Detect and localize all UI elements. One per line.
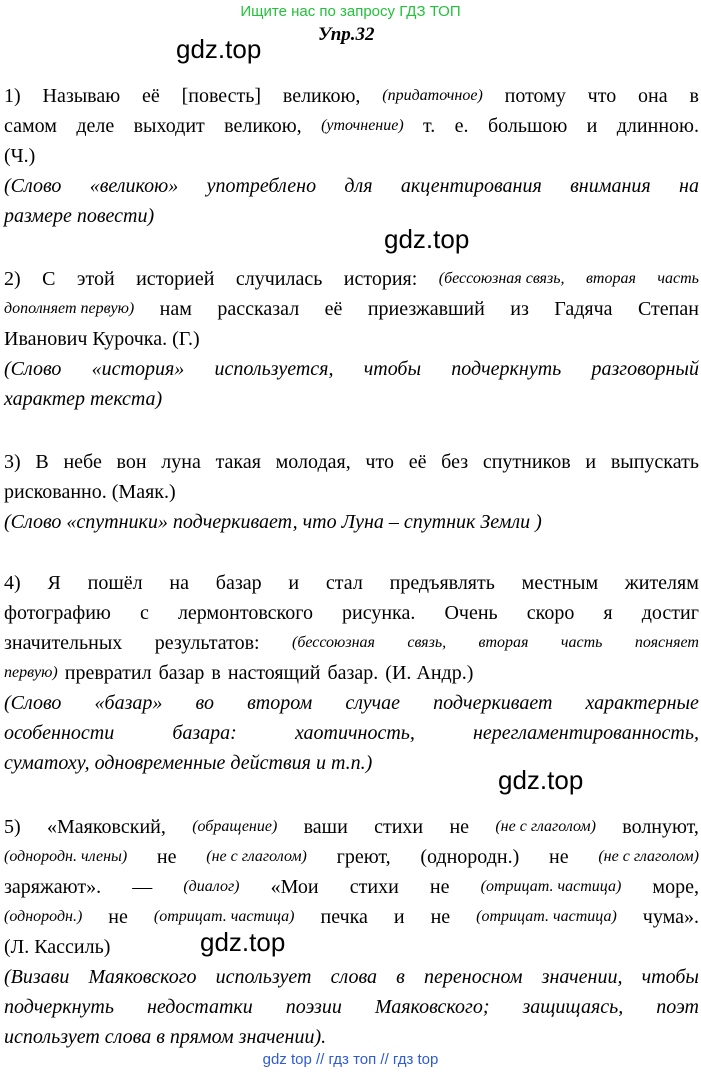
grammar-note: (бессоюзная связь,: [438, 270, 565, 287]
word: с: [139, 602, 149, 624]
word: внимания: [570, 175, 651, 197]
word: е.: [454, 115, 469, 137]
word: превратил: [64, 662, 152, 684]
word: её: [408, 451, 427, 473]
text-line: [4, 294, 699, 324]
grammar-note: (не с глаголом): [598, 848, 699, 865]
word: вторая: [478, 634, 529, 651]
word: молодая,: [275, 451, 351, 473]
word: стал: [325, 572, 363, 594]
word: подчеркнуть: [451, 358, 562, 380]
watermark: gdz.top: [384, 224, 470, 254]
watermark: gdz.top: [498, 765, 584, 795]
word: Маяковского: [88, 966, 197, 988]
word: разговорный: [591, 358, 699, 380]
text-line: [4, 628, 699, 658]
word: стихи: [349, 876, 399, 898]
grammar-note: (отрицат. частица): [480, 878, 622, 895]
word: часть: [560, 634, 603, 651]
word: Иванович Курочка. (Г.): [4, 328, 200, 350]
grammar-note: (бессоюзная: [291, 634, 375, 651]
text-line: [4, 598, 699, 628]
word: фотографию: [4, 602, 111, 624]
word: приезжавший: [367, 298, 485, 320]
word: деле: [76, 115, 115, 137]
text-line: [4, 658, 699, 688]
text-line: [4, 842, 699, 872]
word: выходит: [133, 115, 205, 137]
word: Я: [47, 572, 61, 594]
grammar-note: (обращение): [192, 818, 278, 835]
word: значительных: [4, 632, 123, 654]
word: использует: [215, 966, 312, 988]
word: в: [396, 966, 405, 988]
word: нерегламентированность,: [472, 722, 699, 744]
word: употреблено: [206, 175, 317, 197]
word: лермонтовского: [177, 602, 313, 624]
grammar-note: (уточнение): [321, 117, 404, 134]
word: и: [586, 115, 598, 137]
word: ваши: [303, 816, 348, 838]
commentary-line: [4, 962, 699, 992]
word: достиг: [641, 602, 699, 624]
word: «история»: [91, 358, 185, 380]
text-line: [4, 568, 699, 598]
word: не: [429, 876, 450, 898]
word: размере повести): [4, 205, 155, 227]
word: 5): [4, 816, 21, 838]
word: море,: [652, 876, 699, 898]
word: слова: [330, 966, 378, 988]
word: не: [549, 846, 569, 868]
word: большою: [487, 115, 568, 137]
word: и: [288, 572, 300, 594]
word: т.: [423, 115, 436, 137]
word: акцентирования: [400, 175, 542, 197]
word: для: [344, 175, 373, 197]
word: переносном: [424, 966, 523, 988]
word: вон: [116, 451, 147, 473]
commentary-line: [4, 688, 699, 718]
word: 1): [4, 85, 21, 107]
word: рисунка.: [342, 602, 416, 624]
text-line: [4, 872, 699, 902]
word: базар.: [327, 662, 379, 684]
word: чтобы: [363, 358, 422, 380]
word: она: [638, 85, 668, 107]
word: (И. Андр.): [385, 662, 474, 684]
word: потому: [504, 85, 566, 107]
word: историей: [136, 268, 215, 290]
word: (однородн.): [420, 846, 520, 868]
word: великою,: [224, 115, 302, 137]
word: и: [393, 906, 405, 928]
word: не: [108, 906, 128, 928]
word: пошёл: [87, 572, 143, 594]
text-line: [4, 812, 699, 842]
text-line: [4, 932, 699, 962]
word: Маяковского;: [374, 996, 490, 1018]
word: (Слово «спутники» подчеркивает, что Луна – спутник Земли ): [4, 511, 542, 533]
word: выпускать: [610, 451, 699, 473]
text-line: [4, 81, 699, 111]
grammar-note: (не с глаголом): [495, 818, 596, 835]
word: (Слово: [4, 358, 62, 380]
grammar-note: (однородн.): [4, 908, 83, 925]
word: скоро: [526, 602, 575, 624]
word: недостатки: [146, 996, 253, 1018]
word: связь,: [407, 634, 447, 651]
text-line: [4, 264, 699, 294]
word: использует слова в прямом значении).: [4, 1026, 327, 1048]
word: не: [430, 906, 451, 928]
word: случилась: [235, 268, 323, 290]
footer-links[interactable]: gdz top // гдз топ // гдз top: [262, 1051, 439, 1068]
word: луна: [161, 451, 201, 473]
word: 2): [4, 268, 21, 290]
commentary-line: [4, 748, 699, 778]
word: используется,: [214, 358, 334, 380]
word: вторая: [585, 270, 636, 287]
grammar-note: первую): [4, 664, 58, 681]
text-line: [4, 902, 699, 932]
word: печка: [320, 906, 368, 928]
word: местным: [521, 572, 599, 594]
grammar-note: (однородн. члены): [4, 848, 128, 865]
word: нам: [159, 298, 192, 320]
word: небе: [63, 451, 102, 473]
word: из: [510, 298, 529, 320]
word: и: [585, 451, 597, 473]
grammar-note: (отрицат. частица): [476, 908, 617, 925]
word: случае: [345, 692, 401, 714]
word: «базар»: [94, 692, 163, 714]
word: 4): [4, 572, 21, 594]
word: заряжают».: [4, 876, 102, 898]
word: (Визави: [4, 966, 70, 988]
word: поясняет: [634, 634, 699, 651]
word: рассказал: [217, 298, 300, 320]
word: Называю: [42, 85, 121, 107]
text-line: [4, 477, 699, 507]
word: такая: [215, 451, 261, 473]
word: —: [132, 876, 153, 898]
word: С: [42, 268, 56, 290]
word: 3): [4, 451, 21, 473]
word: «Маяковский,: [46, 816, 166, 838]
grammar-note: (придаточное): [382, 87, 483, 104]
commentary-line: [4, 201, 699, 231]
word: её: [324, 298, 343, 320]
word: поэт: [656, 996, 699, 1018]
word: (Слово: [4, 692, 62, 714]
word: этой: [76, 268, 115, 290]
word: великою,: [282, 85, 361, 107]
word: чтобы: [641, 966, 699, 988]
word: длинною.: [616, 115, 699, 137]
exercise-title: Упр.32: [318, 24, 375, 45]
word: предъявлять: [389, 572, 495, 594]
word: на: [679, 175, 699, 197]
word: особенности: [4, 722, 115, 744]
word: греют,: [336, 846, 391, 868]
watermark: gdz.top: [200, 927, 286, 957]
word: чума».: [642, 906, 699, 928]
word: хаотичность,: [294, 722, 415, 744]
watermark: gdz.top: [176, 34, 262, 64]
word: Очень: [444, 602, 498, 624]
word: В: [35, 451, 49, 473]
word: результатов:: [154, 632, 260, 654]
commentary-line: [4, 384, 699, 414]
word: в: [689, 85, 699, 107]
word: не: [156, 846, 177, 868]
grammar-note: (отрицат. частица): [153, 908, 295, 925]
promo-banner[interactable]: Ищите нас по запросу ГДЗ ТОП: [240, 3, 461, 20]
commentary-line: [4, 354, 699, 384]
word: рискованно. (Маяк.): [4, 481, 176, 503]
word: поэзии: [285, 996, 342, 1018]
word: «великою»: [89, 175, 179, 197]
grammar-note: дополняет первую): [4, 300, 135, 317]
grammar-note: (диалог): [183, 878, 240, 895]
commentary-line: [4, 507, 699, 537]
word: что: [587, 85, 617, 107]
word: [повесть]: [181, 85, 262, 107]
text-line: [4, 141, 699, 171]
word: базар: [215, 572, 262, 594]
word: Гадяча: [554, 298, 613, 320]
word: её: [141, 85, 160, 107]
word: история:: [343, 268, 418, 290]
word: не: [449, 816, 470, 838]
word: базара:: [172, 722, 237, 744]
text-line: [4, 111, 699, 141]
word: я: [603, 602, 613, 624]
text-line: [4, 324, 699, 354]
word: в: [211, 662, 221, 684]
word: (Ч.): [4, 145, 36, 167]
commentary-line: [4, 718, 699, 748]
word: базар: [158, 662, 205, 684]
text-line: [4, 447, 699, 477]
commentary-line: [4, 1022, 699, 1052]
word: (Слово: [4, 175, 62, 197]
word: самом: [4, 115, 57, 137]
word: втором: [247, 692, 313, 714]
word: подчеркивает: [433, 692, 553, 714]
word: подчеркнуть: [4, 996, 114, 1018]
grammar-note: (не с глаголом): [206, 848, 307, 865]
word: на: [169, 572, 189, 594]
word: характер текста): [4, 388, 163, 410]
word: значении,: [541, 966, 623, 988]
word: «Мои: [270, 876, 319, 898]
word: жителям: [624, 572, 699, 594]
word: суматоху, одновременные действия и т.п.): [4, 752, 373, 774]
word: (Л. Кассиль): [4, 936, 111, 958]
word: Степан: [637, 298, 699, 320]
word: стихи: [374, 816, 424, 838]
word: что: [365, 451, 394, 473]
word: часть: [657, 270, 699, 287]
word: без: [441, 451, 469, 473]
word: характерные: [585, 692, 699, 714]
word: настоящий: [227, 662, 321, 684]
commentary-line: [4, 171, 699, 201]
word: защищаясь,: [522, 996, 624, 1018]
word: спутников: [482, 451, 571, 473]
word: волнуют,: [622, 816, 699, 838]
word: во: [195, 692, 214, 714]
commentary-line: [4, 992, 699, 1022]
